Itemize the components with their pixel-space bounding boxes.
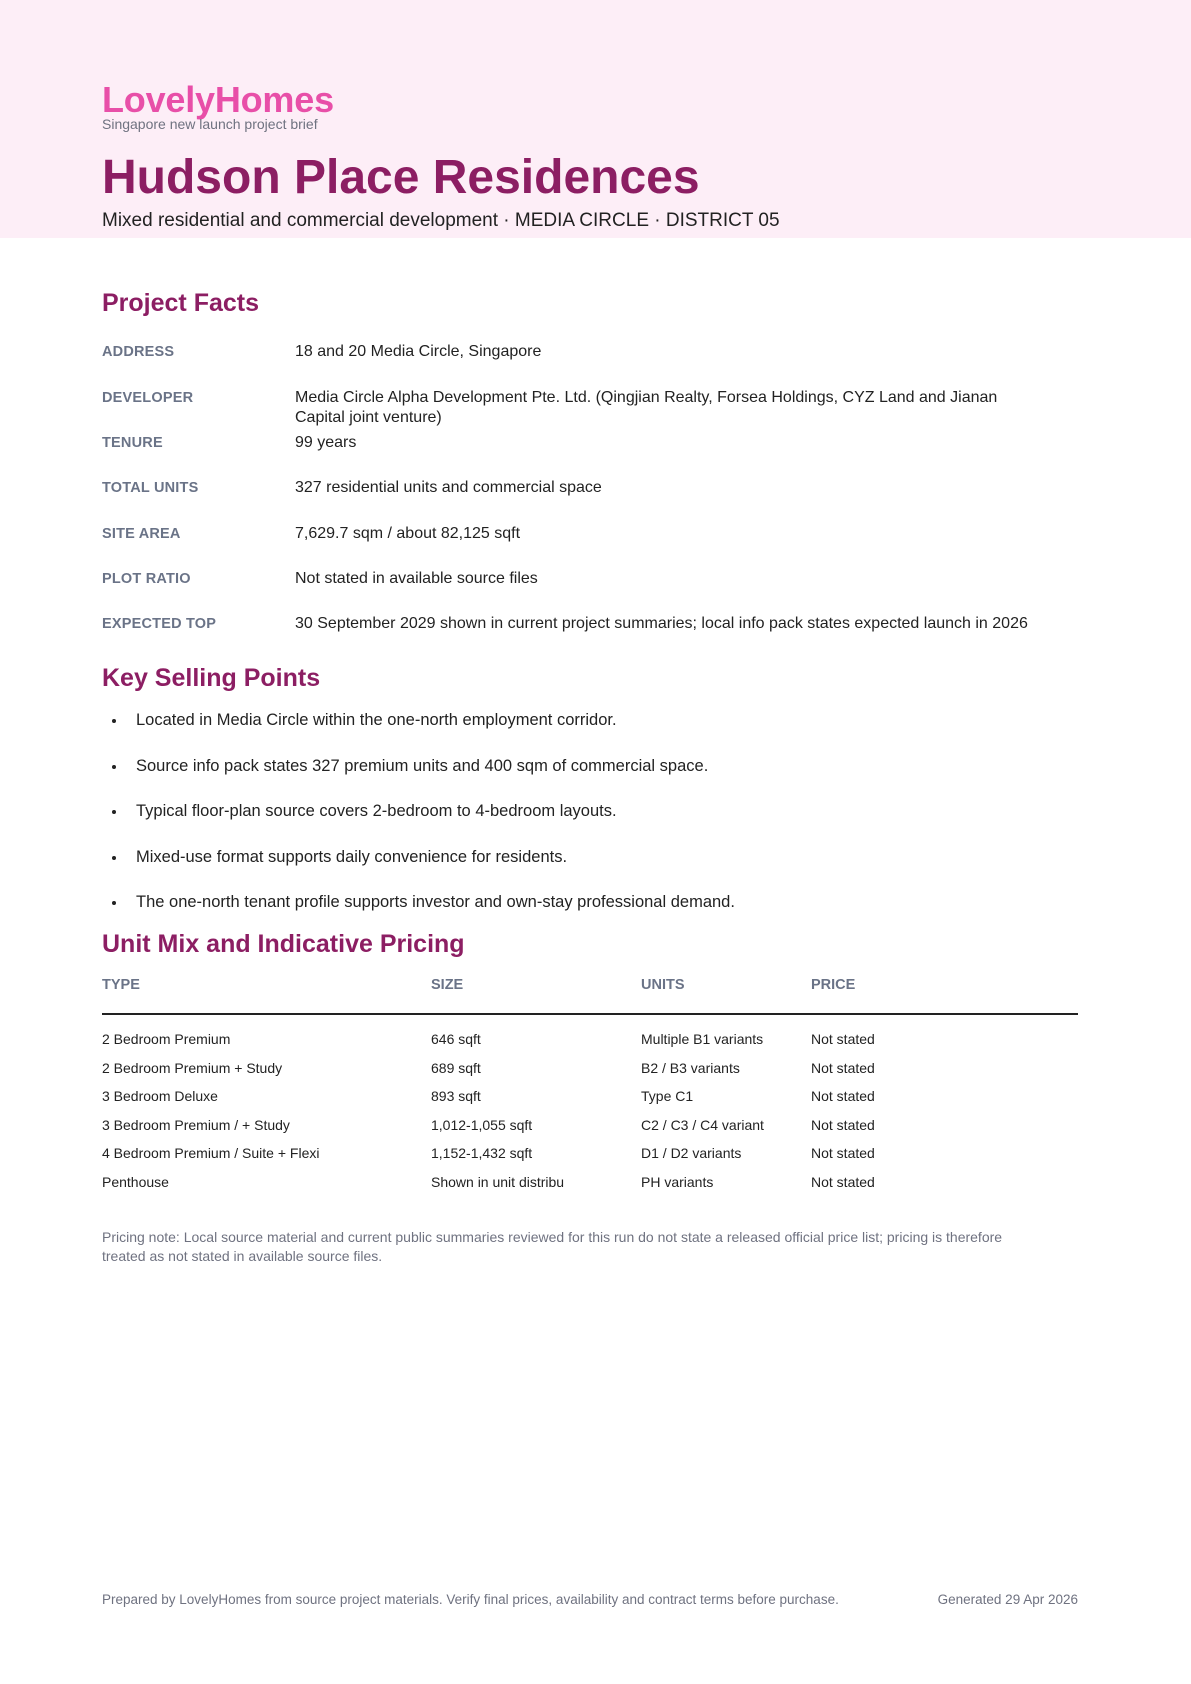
cell-price: Not stated (811, 1031, 875, 1047)
fact-label-site-area: SITE AREA (102, 526, 181, 542)
table-row (102, 1029, 1078, 1057)
list-item (102, 754, 735, 800)
brand-tagline: Singapore new launch project brief (102, 116, 318, 132)
fact-label-expected-top: EXPECTED TOP (102, 616, 217, 632)
cell-size: 689 sqft (431, 1059, 481, 1076)
cell-units: PH variants (641, 1173, 714, 1190)
fact-value-tenure: 99 years (295, 434, 357, 451)
column-header-size: SIZE (431, 977, 464, 993)
cell-type: 3 Bedroom Premium / + Study (102, 1116, 290, 1133)
list-item (102, 708, 735, 754)
cell-type: 2 Bedroom Premium (102, 1031, 231, 1047)
list-item (102, 845, 735, 891)
table-header-divider (102, 1013, 1078, 1015)
bullet-icon (112, 810, 116, 814)
fact-value-expected-top: 30 September 2029 shown in current project summaries; local info pack states expected launch in 2026 (295, 615, 1028, 632)
table-row (102, 1058, 1078, 1086)
table-row (102, 1086, 1078, 1114)
fact-value-plot-ratio: Not stated in available source files (295, 570, 538, 587)
fact-label-address: ADDRESS (102, 344, 175, 360)
cell-size: 646 sqft (431, 1031, 481, 1047)
column-header-units: UNITS (641, 977, 685, 993)
cell-type: 3 Bedroom Deluxe (102, 1088, 218, 1104)
cell-units: Type C1 (641, 1088, 694, 1104)
list-item (102, 799, 735, 845)
cell-price: Not stated (811, 1116, 875, 1133)
footer-generated-date: Generated 29 Apr 2026 (937, 1592, 1078, 1607)
list-item-text: Located in Media Circle within the one-north employment corridor. (136, 711, 617, 729)
cell-price: Not stated (811, 1173, 875, 1190)
cell-price: Not stated (811, 1145, 875, 1161)
cell-type: 2 Bedroom Premium + Study (102, 1059, 283, 1076)
bullet-icon (112, 719, 116, 723)
cell-price: Not stated (811, 1088, 875, 1104)
list-item-text: The one-north tenant profile supports investor and own-stay professional demand. (136, 893, 735, 911)
table-row (102, 1172, 1078, 1200)
cell-size: 1,012-1,055 sqft (431, 1116, 533, 1133)
cell-type: Penthouse (102, 1173, 169, 1190)
cell-units: D1 / D2 variants (641, 1145, 742, 1161)
pricing-note: Pricing note: Local source material and current public summaries reviewed for this run do not state a released official price list; pricing is therefore treated as not stated in available source files. (102, 1229, 1003, 1264)
bullet-icon (112, 765, 116, 769)
cell-units: C2 / C3 / C4 variant (641, 1116, 764, 1133)
page-title: Hudson Place Residences (102, 151, 700, 204)
section-heading-key-selling-points: Key Selling Points (102, 664, 321, 692)
column-header-price: PRICE (811, 977, 856, 993)
fact-label-total-units: TOTAL UNITS (102, 480, 199, 496)
fact-value-total-units: 327 residential units and commercial space (295, 479, 602, 496)
cell-size: Shown in unit distribu (431, 1173, 565, 1190)
cell-size: 1,152-1,432 sqft (431, 1145, 533, 1161)
brand-logo: LovelyHomes (102, 79, 334, 120)
footer-disclaimer: Prepared by LovelyHomes from source project materials. Verify final prices, availability and contract terms before purchase. (102, 1592, 839, 1607)
page-subtitle: Mixed residential and commercial development · MEDIA CIRCLE · DISTRICT 05 (102, 210, 780, 231)
column-header-type: TYPE (102, 977, 140, 993)
cell-units: Multiple B1 variants (641, 1031, 764, 1047)
bullet-icon (112, 856, 116, 860)
table-row (102, 1143, 1078, 1171)
fact-label-developer: DEVELOPER (102, 390, 194, 406)
section-heading-unit-mix: Unit Mix and Indicative Pricing (102, 930, 465, 958)
list-item-text: Source info pack states 327 premium units and 400 sqm of commercial space. (136, 756, 709, 775)
fact-label-plot-ratio: PLOT RATIO (102, 571, 191, 587)
fact-value-site-area: 7,629.7 sqm / about 82,125 sqft (295, 525, 521, 542)
cell-size: 893 sqft (431, 1088, 481, 1104)
list-item-text: Mixed-use format supports daily convenience for residents. (136, 847, 568, 866)
cell-type: 4 Bedroom Premium / Suite + Flexi (102, 1145, 320, 1161)
cell-units: B2 / B3 variants (641, 1059, 740, 1076)
fact-label-tenure: TENURE (102, 435, 163, 451)
section-heading-project-facts: Project Facts (102, 289, 260, 317)
cell-price: Not stated (811, 1059, 875, 1076)
list-item-text: Typical floor-plan source covers 2-bedroom to 4-bedroom layouts. (136, 802, 617, 820)
selling-points-list (102, 708, 735, 936)
table-row (102, 1115, 1078, 1143)
fact-value-developer: Media Circle Alpha Development Pte. Ltd. (Qingjian Realty, Forsea Holdings, CYZ Land and Jianan Capital joint venture) (295, 389, 998, 426)
bullet-icon (112, 901, 116, 905)
fact-value-address: 18 and 20 Media Circle, Singapore (295, 343, 542, 360)
